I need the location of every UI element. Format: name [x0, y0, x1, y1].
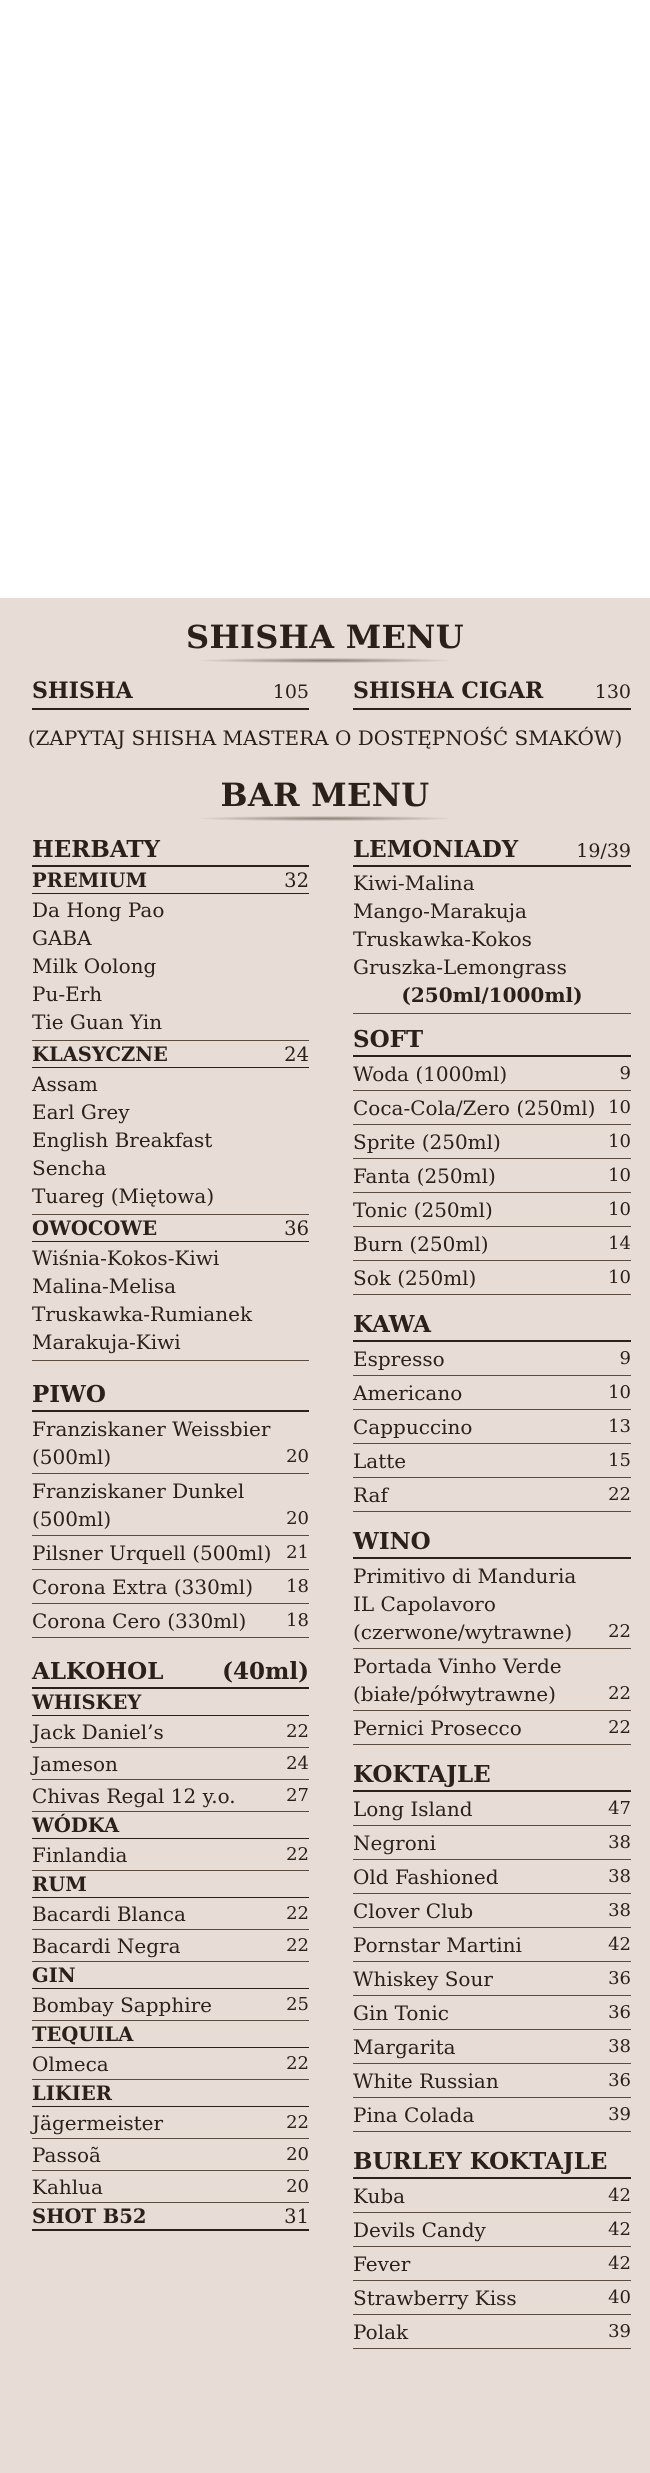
sub-label: TEQUILA [32, 2023, 134, 2046]
item-name: Clover Club [353, 1899, 474, 1923]
sub-shot [32, 2203, 309, 2231]
item-price: 20 [286, 2144, 309, 2165]
item-price: 20 [286, 2176, 309, 2197]
item-name: White Russian [353, 2069, 499, 2093]
shisha-cigar-label: SHISHA CIGAR [353, 678, 544, 704]
item-price: 10 [608, 1267, 631, 1288]
section-wino [353, 1524, 631, 1559]
menu-row [353, 2064, 631, 2098]
list-item: Truskawka-Rumianek [32, 1302, 253, 1326]
sub-label: KLASYCZNE [32, 1043, 168, 1066]
sub-wodka [32, 1812, 309, 1839]
list-item: Marakuja-Kiwi [32, 1330, 181, 1354]
menu-row [32, 2171, 309, 2203]
sub-label: OWOCOWE [32, 1217, 158, 1240]
item-price: 39 [608, 2104, 631, 2125]
menu-row [32, 2048, 309, 2080]
sub-whiskey [32, 1689, 309, 1716]
item-name: Espresso [353, 1347, 445, 1371]
item-name: Tonic (250ml) [353, 1198, 493, 1222]
menu-row [353, 1410, 631, 1444]
left-column [32, 832, 309, 2231]
item-name: Franziskaner Dunkel (500ml) [32, 1479, 245, 1531]
item-name: Olmeca [32, 2052, 109, 2076]
item-price: 14 [608, 1233, 631, 1254]
menu-row [353, 1711, 631, 1745]
flavour-note: (ZAPYTAJ SHISHA MASTERA O DOSTĘPNOŚĆ SMAKÓW) [27, 726, 623, 750]
item-name: Sok (250ml) [353, 1266, 477, 1290]
item-price: 39 [608, 2321, 631, 2342]
item-price: 40 [608, 2287, 631, 2308]
menu-row [353, 2315, 631, 2349]
title-underline [200, 816, 450, 821]
item-price: 22 [608, 1621, 631, 1642]
item-price: 42 [608, 2253, 631, 2274]
list-item: Earl Grey [32, 1100, 130, 1124]
list-klasyczne [32, 1068, 309, 1215]
menu-row [353, 1478, 631, 1512]
item-price: 42 [608, 2185, 631, 2206]
section-burley-koktajle [353, 2144, 631, 2179]
menu-row [353, 1125, 631, 1159]
item-price: 36 [608, 2070, 631, 2091]
item-price: 18 [286, 1610, 309, 1631]
sub-price: 24 [284, 1043, 309, 1066]
menu-row [32, 1839, 309, 1871]
item-name: Corona Extra (330ml) [32, 1575, 254, 1599]
item-price: 10 [608, 1097, 631, 1118]
list-owocowe [32, 1242, 309, 1361]
item-price: 38 [608, 1866, 631, 1887]
item-price: 36 [608, 2002, 631, 2023]
list-lemoniady [353, 867, 631, 1014]
sub-price: 32 [284, 869, 309, 892]
menu-row [32, 1898, 309, 1930]
sub-label: PREMIUM [32, 869, 148, 892]
item-price: 38 [608, 2036, 631, 2057]
item-name: Corona Cero (330ml) [32, 1609, 247, 1633]
item-price: 22 [286, 1844, 309, 1865]
menu-row [353, 1826, 631, 1860]
item-price: 38 [608, 1832, 631, 1853]
menu-row [32, 1536, 309, 1570]
menu-row [32, 1604, 309, 1638]
item-name: Primitivo di Manduria IL Capolavoro (czerwone/wytrawne) [353, 1564, 577, 1644]
item-name: Kahlua [32, 2175, 103, 2199]
item-price: 22 [286, 1935, 309, 1956]
section-size: (40ml) [222, 1658, 309, 1685]
item-name: Strawberry Kiss [353, 2286, 517, 2310]
sub-klasyczne [32, 1041, 309, 1068]
list-item: Truskawka-Kokos [353, 927, 532, 951]
list-item: English Breakfast [32, 1128, 213, 1152]
item-price: 42 [608, 1934, 631, 1955]
item-price: 22 [608, 1717, 631, 1738]
title-underline [200, 658, 450, 663]
menu-row [353, 1559, 631, 1649]
bar-menu-title-text: BAR MENU [220, 776, 430, 814]
shisha-row [32, 678, 309, 710]
menu-row [353, 2179, 631, 2213]
item-price: 21 [286, 1542, 309, 1563]
item-price: 25 [286, 1994, 309, 2015]
item-name: Coca-Cola/Zero (250ml) [353, 1096, 596, 1120]
sub-rum [32, 1871, 309, 1898]
item-name: Burn (250ml) [353, 1232, 489, 1256]
section-label: KOKTAJLE [353, 1761, 491, 1788]
sub-label: SHOT B52 [32, 2205, 147, 2228]
sub-label: WHISKEY [32, 1691, 142, 1714]
item-name: Margarita [353, 2035, 456, 2059]
item-name: Franziskaner Weissbier (500ml) [32, 1417, 271, 1469]
shisha-label: SHISHA [32, 678, 133, 704]
item-name: Americano [353, 1381, 463, 1405]
menu-row [353, 1193, 631, 1227]
section-label: LEMONIADY [353, 836, 519, 863]
shisha-price: 105 [272, 681, 309, 703]
section-label: BURLEY KOKTAJLE [353, 2148, 608, 2175]
section-label: SOFT [353, 1026, 424, 1053]
sub-label: LIKIER [32, 2082, 112, 2105]
list-item: Milk Oolong [32, 954, 157, 978]
item-price: 13 [608, 1416, 631, 1437]
menu-row [32, 1716, 309, 1748]
list-item: Pu-Erh [32, 982, 103, 1006]
item-name: Latte [353, 1449, 407, 1473]
section-soft [353, 1022, 631, 1057]
menu-row [32, 1412, 309, 1474]
menu-row [353, 1342, 631, 1376]
item-name: Sprite (250ml) [353, 1130, 501, 1154]
item-price: 24 [286, 1753, 309, 1774]
sub-tequila [32, 2021, 309, 2048]
list-item: GABA [32, 926, 92, 950]
item-price: 22 [286, 2053, 309, 2074]
shisha-menu-title [0, 618, 650, 663]
item-name: Raf [353, 1483, 388, 1507]
item-name: Chivas Regal 12 y.o. [32, 1784, 236, 1808]
item-price: 10 [608, 1131, 631, 1152]
item-name: Kuba [353, 2184, 406, 2208]
item-name: Jameson [32, 1752, 118, 1776]
section-label: PIWO [32, 1381, 106, 1408]
menu-row [353, 1159, 631, 1193]
item-price: 22 [286, 1903, 309, 1924]
section-lemoniady [353, 832, 631, 867]
item-price: 22 [608, 1484, 631, 1505]
section-label: WINO [353, 1528, 431, 1555]
sub-owocowe [32, 1215, 309, 1242]
item-price: 20 [286, 1446, 309, 1467]
sub-likier [32, 2080, 309, 2107]
item-price: 38 [608, 1900, 631, 1921]
list-item: Gruszka-Lemongrass [353, 955, 567, 979]
section-herbaty [32, 832, 309, 867]
menu-row [353, 2030, 631, 2064]
item-name: Fanta (250ml) [353, 1164, 496, 1188]
item-name: Devils Candy [353, 2218, 486, 2242]
list-item: Mango-Marakuja [353, 899, 527, 923]
item-name: Passoã [32, 2143, 101, 2167]
menu-row [353, 2281, 631, 2315]
list-item: Kiwi-Malina [353, 871, 475, 895]
item-name: Fever [353, 2252, 411, 2276]
item-price: 9 [619, 1063, 631, 1084]
lemoniady-size: (250ml/1000ml) [401, 983, 583, 1007]
item-price: 10 [608, 1199, 631, 1220]
item-name: Bacardi Negra [32, 1934, 181, 1958]
menu-row [32, 1748, 309, 1780]
item-price: 9 [619, 1348, 631, 1369]
section-label: KAWA [353, 1311, 431, 1338]
sub-label: GIN [32, 1964, 76, 1987]
item-price: 36 [608, 1968, 631, 1989]
right-column [353, 832, 631, 2349]
item-name: Jack Daniel’s [32, 1720, 164, 1744]
item-price: 42 [608, 2219, 631, 2240]
menu-row [353, 1091, 631, 1125]
sub-label: WÓDKA [32, 1814, 120, 1837]
section-kawa [353, 1307, 631, 1342]
item-price: 27 [286, 1785, 309, 1806]
menu-row [32, 1474, 309, 1536]
menu-row [32, 1930, 309, 1962]
menu-row [32, 1989, 309, 2021]
list-item: Tuareg (Miętowa) [32, 1184, 215, 1208]
item-name: Old Fashioned [353, 1865, 499, 1889]
item-price: 22 [286, 2112, 309, 2133]
menu-row [353, 1996, 631, 2030]
menu-row [353, 1227, 631, 1261]
item-price: 10 [608, 1165, 631, 1186]
list-item: Tie Guan Yin [32, 1010, 163, 1034]
item-name: Whiskey Sour [353, 1967, 493, 1991]
item-name: Bacardi Blanca [32, 1902, 186, 1926]
item-name: Negroni [353, 1831, 437, 1855]
item-name: Pornstar Martini [353, 1933, 522, 1957]
menu-row [353, 1894, 631, 1928]
item-name: Cappuccino [353, 1415, 473, 1439]
item-name: Portada Vinho Verde (białe/półwytrawne) [353, 1654, 562, 1706]
list-premium [32, 894, 309, 1041]
item-price: 22 [286, 1721, 309, 1742]
item-price: 15 [608, 1450, 631, 1471]
item-price: 20 [286, 1508, 309, 1529]
shisha-cigar-price: 130 [594, 681, 631, 703]
item-name: Bombay Sapphire [32, 1993, 212, 2017]
sub-price: 36 [284, 1217, 309, 1240]
item-name: Woda (1000ml) [353, 1062, 508, 1086]
item-name: Gin Tonic [353, 2001, 449, 2025]
menu-card [0, 598, 650, 2473]
sub-price: 31 [284, 2205, 309, 2228]
menu-row [353, 2247, 631, 2281]
item-name: Pernici Prosecco [353, 1716, 522, 1740]
item-name: Jägermeister [32, 2111, 164, 2135]
item-name: Finlandia [32, 1843, 128, 1867]
item-name: Pilsner Urquell (500ml) [32, 1541, 272, 1565]
menu-row [353, 2213, 631, 2247]
list-item: Wiśnia-Kokos-Kiwi [32, 1246, 220, 1270]
list-item: Assam [32, 1072, 98, 1096]
menu-row [353, 1261, 631, 1295]
menu-row [32, 2139, 309, 2171]
item-name: Long Island [353, 1797, 473, 1821]
item-price: 18 [286, 1576, 309, 1597]
sub-gin [32, 1962, 309, 1989]
menu-row [353, 1649, 631, 1711]
menu-row [353, 1376, 631, 1410]
menu-row [353, 1860, 631, 1894]
section-price: 19/39 [576, 840, 631, 862]
section-label: ALKOHOL [32, 1658, 164, 1685]
menu-row [353, 1928, 631, 1962]
bar-menu-title [0, 776, 650, 821]
item-price: 22 [608, 1683, 631, 1704]
list-item: Da Hong Pao [32, 898, 165, 922]
item-price: 47 [608, 1798, 631, 1819]
menu-row [32, 2107, 309, 2139]
list-item: Malina-Melisa [32, 1274, 177, 1298]
sub-label: RUM [32, 1873, 87, 1896]
section-koktajle [353, 1757, 631, 1792]
list-item: Sencha [32, 1156, 107, 1180]
shisha-menu-title-text: SHISHA MENU [186, 618, 464, 656]
section-piwo [32, 1377, 309, 1412]
sub-premium [32, 867, 309, 894]
menu-row [353, 1444, 631, 1478]
menu-row [353, 1057, 631, 1091]
menu-row [353, 1792, 631, 1826]
item-name: Polak [353, 2320, 409, 2344]
section-alkohol [32, 1654, 309, 1689]
section-label: HERBATY [32, 836, 160, 863]
item-price: 10 [608, 1382, 631, 1403]
shisha-cigar-row [353, 678, 631, 710]
menu-row [32, 1570, 309, 1604]
item-name: Pina Colada [353, 2103, 475, 2127]
menu-row [353, 2098, 631, 2132]
menu-row [32, 1780, 309, 1812]
menu-row [353, 1962, 631, 1996]
